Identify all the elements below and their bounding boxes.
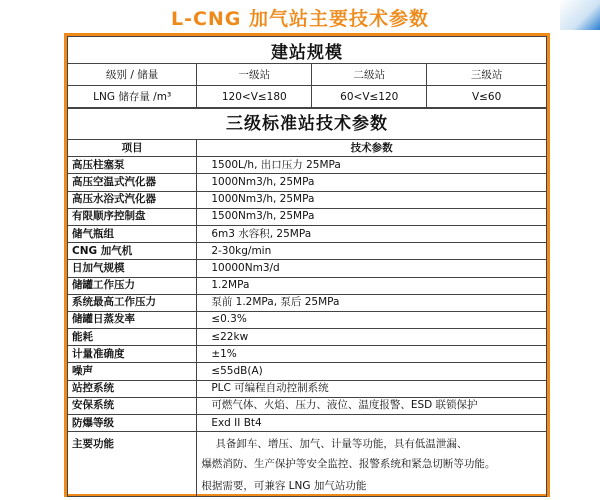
param-value: 1500Nm3/h, 25MPa: [197, 208, 547, 225]
param-row: [68, 294, 547, 311]
param-value: 可燃气体、火焰、压力、液位、温度报警、ESD 联锁保护: [197, 397, 547, 414]
param-row: [68, 415, 547, 432]
param-item-label: 能耗: [68, 329, 197, 346]
param-value: 泵前 1.2MPa, 泵后 25MPa: [197, 294, 547, 311]
param-value: 1.2MPa: [197, 277, 547, 294]
station-scale-table: [67, 36, 547, 108]
param-value: 6m3 水容积, 25MPa: [197, 225, 547, 242]
station-scale-heading: 建站规模: [68, 37, 547, 64]
param-row: [68, 363, 547, 380]
tech-params-header-row: [68, 140, 547, 157]
param-value: ±1%: [197, 346, 547, 363]
param-value: 1500L/h, 出口压力 25MPa: [197, 157, 547, 174]
param-item-label: 安保系统: [68, 397, 197, 414]
param-row: [68, 346, 547, 363]
header-cell: 级别 / 储量: [68, 64, 197, 86]
param-row: [68, 260, 547, 277]
param-item-label: 有限顺序控制盘: [68, 208, 197, 225]
column-header-param: 技术参数: [197, 140, 547, 157]
param-item-label: 系统最高工作压力: [68, 294, 197, 311]
header-cell: 一级站: [197, 64, 312, 86]
main-function-line: 具备卸车、增压、加气、计量等功能，具有低温泄漏、: [215, 438, 468, 451]
header-cell: 二级站: [312, 64, 427, 86]
station-scale-header-row: [68, 64, 547, 86]
data-cell: V≤60: [427, 86, 547, 108]
param-item-label: 储罐日蒸发率: [68, 311, 197, 328]
param-item-label: 高压柱塞泵: [68, 157, 197, 174]
param-value: PLC 可编程自动控制系统: [197, 380, 547, 397]
param-item-label: CNG 加气机: [68, 243, 197, 260]
param-row: [68, 380, 547, 397]
main-function-row: [68, 432, 547, 497]
tech-params-table: [67, 108, 547, 497]
param-row: [68, 397, 547, 414]
param-row: [68, 225, 547, 242]
param-value: Exd II Bt4: [197, 415, 547, 432]
param-item-label: 高压水浴式汽化器: [68, 191, 197, 208]
column-header-item: 项目: [68, 140, 197, 157]
param-row: [68, 243, 547, 260]
param-value: ≤0.3%: [197, 311, 547, 328]
param-item-label: 站控系统: [68, 380, 197, 397]
data-cell: 60<V≤120: [312, 86, 427, 108]
header-cell: 三级站: [427, 64, 547, 86]
param-item-label: 防爆等级: [68, 415, 197, 432]
station-scale-data-row: [68, 86, 547, 108]
param-value: 10000Nm3/d: [197, 260, 547, 277]
spec-frame: [64, 33, 550, 497]
param-item-label: 计量准确度: [68, 346, 197, 363]
param-item-label: 高压空温式汽化器: [68, 174, 197, 191]
param-row: [68, 174, 547, 191]
param-value: 1000Nm3/h, 25MPa: [197, 174, 547, 191]
main-function-text: [197, 432, 547, 497]
param-value: 2-30kg/min: [197, 243, 547, 260]
param-row: [68, 311, 547, 328]
param-item-label: 储气瓶组: [68, 225, 197, 242]
main-function-line: 爆燃消防、生产保护等安全监控、报警系统和紧急切断等功能。: [201, 458, 496, 471]
param-row: [68, 208, 547, 225]
main-function-label: 主要功能: [68, 432, 197, 497]
data-cell: LNG 储存量 /m³: [68, 86, 197, 108]
document-title: L-CNG 加气站主要技术参数: [170, 8, 430, 30]
tech-params-heading: 三级标准站技术参数: [68, 109, 547, 140]
param-row: [68, 157, 547, 174]
param-value: ≤55dB(A): [197, 363, 547, 380]
param-item-label: 日加气规模: [68, 260, 197, 277]
param-value: ≤22kw: [197, 329, 547, 346]
param-row: [68, 277, 547, 294]
param-item-label: 储罐工作压力: [68, 277, 197, 294]
param-item-label: 噪声: [68, 363, 197, 380]
param-row: [68, 191, 547, 208]
param-value: 1000Nm3/h, 25MPa: [197, 191, 547, 208]
data-cell: 120<V≤180: [197, 86, 312, 108]
main-function-line: 根据需要，可兼容 LNG 加气站功能: [201, 480, 367, 493]
param-row: [68, 329, 547, 346]
